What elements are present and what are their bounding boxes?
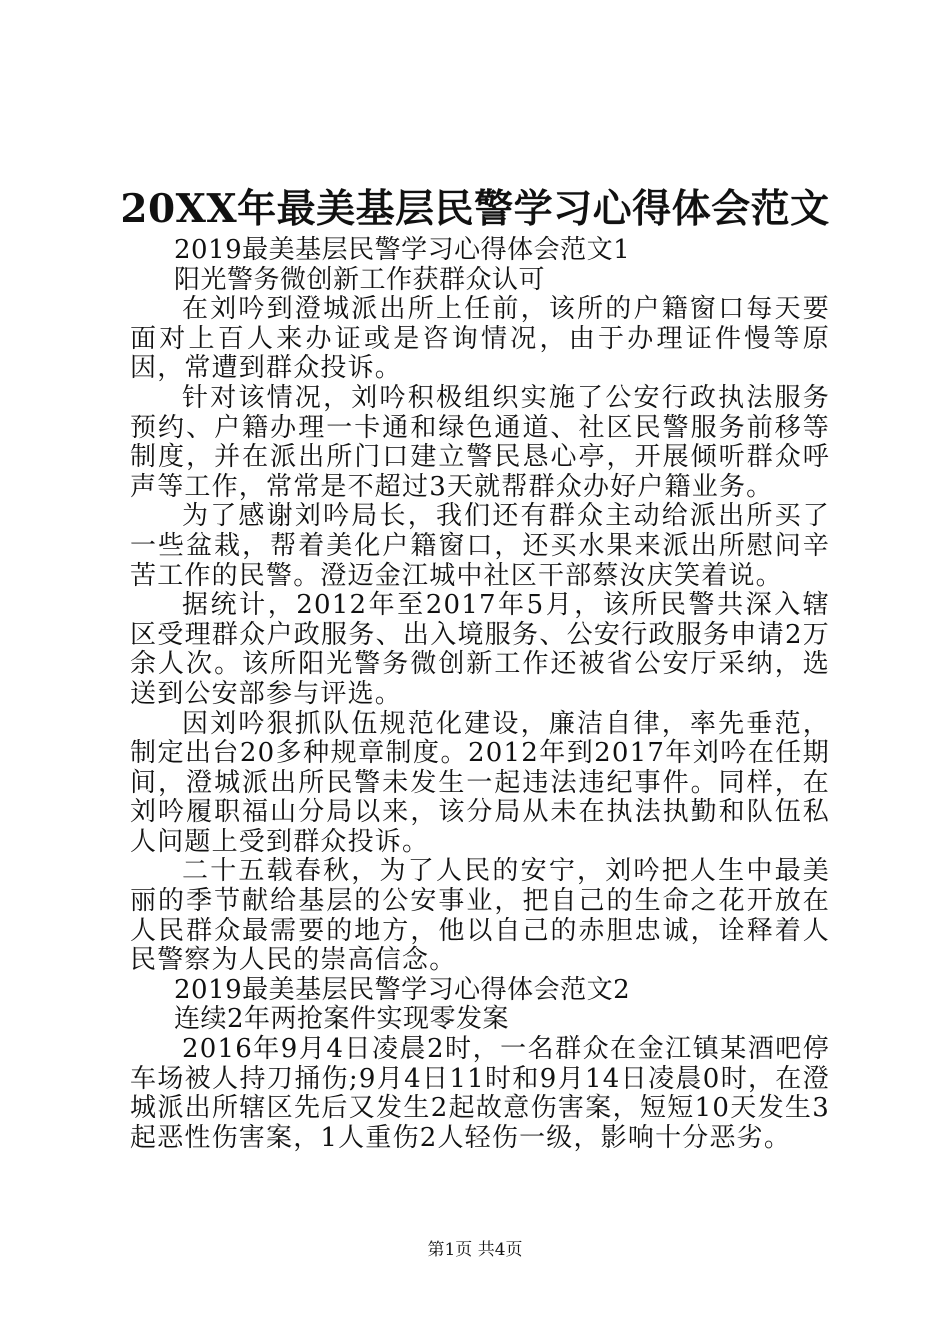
body-paragraph: 在刘吟到澄城派出所上任前，该所的户籍窗口每天要面对上百人来办证或是咨询情况，由于办理证件慢等原因，常遭到群众投诉。 xyxy=(130,294,830,384)
section-subheading: 2019最美基层民警学习心得体会范文2 xyxy=(174,974,631,1005)
document-title: 20XX年最美基层民警学习心得体会范文 xyxy=(120,186,830,232)
body-paragraph: 针对该情况，刘吟积极组织实施了公安行政执法服务预约、户籍办理一卡通和绿色通道、社区民警服务前移等制度，并在派出所门口建立警民恳心亭，开展倾听群众呼声等工作，常常是不超过3天就帮群众办好户籍业务。 xyxy=(130,382,830,502)
body-paragraph: 因刘吟狠抓队伍规范化建设，廉洁自律，率先垂范，制定出台20多种规章制度。2012年到2017年刘吟在任期间，澄城派出所民警未发生一起违法违纪事件。同样，在刘吟履职福山分局以来，该分局从未在执法执勤和队伍私人问题上受到群众投诉。 xyxy=(130,708,830,857)
section-subheading: 连续2年两抢案件实现零发案 xyxy=(174,1004,510,1035)
section-subheading: 2019最美基层民警学习心得体会范文1 xyxy=(174,235,631,265)
page-footer: 第1页 共4页 xyxy=(427,1240,523,1260)
body-paragraph: 为了感谢刘吟局长，我们还有群众主动给派出所买了一些盆栽，帮着美化户籍窗口，还买水果来派出所慰问辛苦工作的民警。澄迈金江城中社区干部蔡汝庆笑着说。 xyxy=(130,501,830,591)
body-paragraph: 据统计，2012年至2017年5月，该所民警共深入辖区受理群众户政服务、出入境服务、公安行政服务申请2万余人次。该所阳光警务微创新工作还被省公安厅采纳，选送到公安部参与评选。 xyxy=(130,590,830,709)
body-paragraph: 2016年9月4日凌晨2时，一名群众在金江镇某酒吧停车场被人持刀捅伤;9月4日11时和9月14日凌晨0时，在澄城派出所辖区先后又发生2起故意伤害案，短短10天发生3起恶性伤害案，1人重伤2人轻伤一级，影响十分恶劣。 xyxy=(130,1034,830,1153)
section-subheading: 阳光警务微创新工作获群众认可 xyxy=(174,264,546,295)
document-body xyxy=(130,236,830,1153)
body-paragraph: 二十五载春秋，为了人民的安宁，刘吟把人生中最美丽的季节献给基层的公安事业，把自己的生命之花开放在人民群众最需要的地方，他以自己的赤胆忠诚，诠释着人民警察为人民的崇高信念。 xyxy=(130,856,830,976)
